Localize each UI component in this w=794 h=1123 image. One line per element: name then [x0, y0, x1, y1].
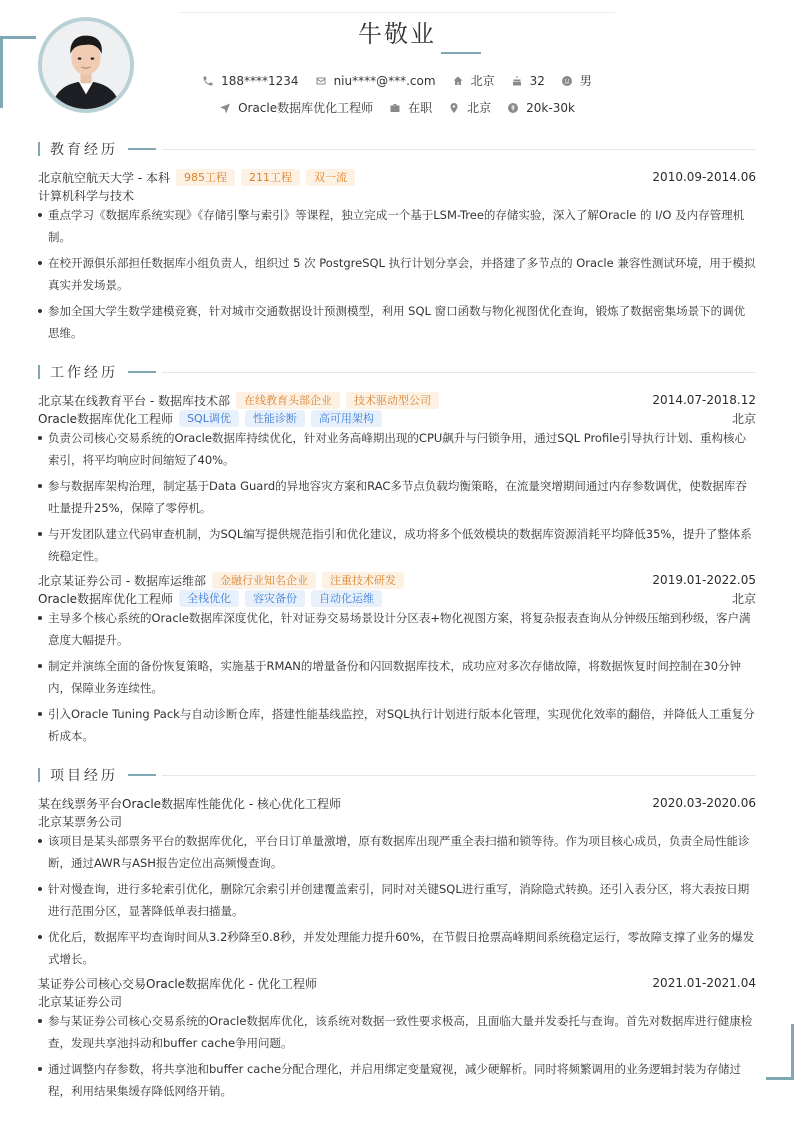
education-bullets	[38, 204, 756, 348]
job-company-line	[38, 391, 756, 409]
list-item: 优化后，数据库平均查询时间从3.2秒降至0.8秒，并发处理能力提升60%，在节假日抢票高峰期间系统稳定运行，零故障支撑了业务的爆发式增长。	[38, 926, 756, 970]
name-underline	[441, 52, 481, 54]
skill-tag: 自动化运维	[311, 590, 382, 607]
expected-city-value: 北京	[467, 101, 492, 115]
list-item: 引入Oracle Tuning Pack与自动诊断仓库，搭建性能基线监控，对SQL执行计划进行版本化管理，实现优化效率的翻倍，并降低人工重复分析成本。	[38, 703, 756, 747]
job-role: Oracle数据库优化工程师	[38, 411, 174, 426]
briefcase-icon	[389, 102, 401, 114]
salary-item	[507, 101, 575, 115]
phone-value: 188****1234	[221, 73, 299, 88]
status-value: 在职	[408, 101, 433, 115]
project-title-line	[38, 794, 756, 812]
city-value: 北京	[470, 74, 495, 88]
location-pin-icon	[448, 102, 460, 114]
section-title: 教育经历	[50, 142, 118, 158]
project-period: 2020.03-2020.06	[652, 796, 756, 810]
job-period: 2014.07-2018.12	[652, 393, 756, 407]
money-icon	[507, 102, 519, 114]
phone-icon	[202, 75, 214, 87]
corner-decoration-bottom-right	[766, 1077, 794, 1080]
skill-tag: 全栈优化	[179, 590, 239, 607]
send-icon	[219, 102, 231, 114]
email-item	[315, 74, 436, 88]
job-period: 2019.01-2022.05	[652, 573, 756, 587]
gender-item	[561, 72, 592, 89]
skill-tag: 性能诊断	[245, 410, 305, 427]
list-item: 通过调整内存参数，将共享池和buffer cache分配合理化，并启用绑定变量窥视，减少硬解析。同时将频繁调用的业务逻辑封装为存储过程，利用结果集缓存降低网络开销。	[38, 1058, 756, 1102]
school-tag: 211工程	[241, 169, 300, 186]
company-tag: 注重技术研发	[322, 572, 404, 589]
education-school-line	[38, 168, 756, 186]
home-icon	[452, 75, 464, 87]
candidate-name: 牛敬业	[358, 20, 436, 48]
projects-section-header	[38, 765, 756, 785]
contact-info-row	[0, 72, 794, 89]
project-name: 某证券公司核心交易Oracle数据库优化 - 优化工程师	[38, 976, 318, 991]
job-location: 北京	[731, 411, 756, 426]
project-bullets	[38, 1010, 756, 1106]
list-item: 参与数据库架构治理，制定基于Data Guard的异地容灾方案和RAC多节点负载均衡策略，在流量突增期间通过内存参数调优，使数据库吞吐量提升25%，保障了零停机。	[38, 475, 756, 519]
job-role: Oracle数据库优化工程师	[38, 591, 174, 606]
job-location: 北京	[731, 591, 756, 606]
project-org-line	[38, 812, 756, 830]
gender-value: 男	[579, 74, 592, 88]
list-item: 参加全国大学生数学建模竞赛，针对城市交通数据设计预测模型，利用 SQL 窗口函数与物化视图优化查询，锻炼了数据密集场景下的调优思维。	[38, 300, 756, 344]
mail-icon	[315, 75, 327, 87]
project-org: 北京某证券公司	[38, 994, 123, 1009]
email-value: niu****@***.com	[333, 73, 436, 88]
major: 计算机科学与技术	[38, 188, 135, 203]
job-company-line	[38, 571, 756, 589]
project-period: 2021.01-2021.04	[652, 976, 756, 990]
status-item	[389, 99, 432, 116]
school-name: 北京航空航天大学 - 本科	[38, 170, 170, 185]
company-tag: 技术驱动型公司	[346, 392, 439, 409]
list-item: 负责公司核心交易系统的Oracle数据库持续优化，针对业务高峰期出现的CPU飙升与闩锁争用，通过SQL Profile引导执行计划、重构核心索引，将平均响应时间缩短了40%。	[38, 427, 756, 471]
company-tag: 在线教育头部企业	[236, 392, 340, 409]
top-divider	[180, 12, 615, 13]
list-item: 参与某证券公司核心交易系统的Oracle数据库优化，该系统对数据一致性要求极高，且面临大量并发委托与查询。首先对数据库进行健康检查，发现共享池抖动和buffer cache争用问题。	[38, 1010, 756, 1054]
job-bullets	[38, 607, 756, 751]
project-bullets	[38, 830, 756, 974]
education-period: 2010.09-2014.06	[652, 170, 756, 184]
section-title: 工作经历	[50, 365, 118, 381]
education-major-line	[38, 186, 756, 204]
job-intent-row	[0, 99, 794, 116]
salary-value: 20k-30k	[526, 100, 575, 115]
phone-item	[202, 74, 298, 88]
list-item: 重点学习《数据库系统实现》《存储引擎与索引》等课程，独立完成一个基于LSM-Tree的存储实验，深入了解Oracle 的 I/O 及内存管理机制。	[38, 204, 756, 248]
job-role-line	[38, 409, 756, 427]
list-item: 与开发团队建立代码审查机制，为SQL编写提供规范指引和优化建议，成功将多个低效模块的数据库资源消耗平均降低35%，提升了整体系统稳定性。	[38, 523, 756, 567]
project-name: 某在线票务平台Oracle数据库性能优化 - 核心优化工程师	[38, 796, 342, 811]
job-target-item	[219, 99, 373, 116]
list-item: 针对慢查询，进行多轮索引优化，删除冗余索引并创建覆盖索引，同时对关键SQL进行重写，消除隐式转换。还引入表分区，将大表按日期进行范围分区，显著降低单表扫描量。	[38, 878, 756, 922]
company-name: 北京某在线教育平台 - 数据库技术部	[38, 393, 230, 408]
job-role-line	[38, 589, 756, 607]
list-item: 制定并演练全面的备份恢复策略，实施基于RMAN的增量备份和闪回数据库技术，成功应对多次存储故障，将数据恢复时间控制在30分钟内，保障业务连续性。	[38, 655, 756, 699]
project-title-line	[38, 974, 756, 992]
list-item: 在校开源俱乐部担任数据库小组负责人，组织过 5 次 PostgreSQL 执行计划分享会，并搭建了多节点的 Oracle 兼容性测试环境，用于模拟真实并发场景。	[38, 252, 756, 296]
project-org-line	[38, 992, 756, 1010]
list-item: 该项目是某头部票务平台的数据库优化，平台日订单量激增，原有数据库出现严重全表扫描和锁等待。作为项目核心成员，负责全局性能诊断，通过AWR与ASH报告定位出高频慢查询。	[38, 830, 756, 874]
company-name: 北京某证券公司 - 数据库运维部	[38, 573, 206, 588]
education-section-header	[38, 139, 756, 159]
age-item	[511, 74, 545, 88]
work-section-header	[38, 362, 756, 382]
list-item: 主导多个核心系统的Oracle数据库深度优化，针对证券交易场景设计分区表+物化视图方案，将复杂报表查询从分钟级压缩到秒级，客户满意度大幅提升。	[38, 607, 756, 651]
job-target-value: Oracle数据库优化工程师	[238, 101, 374, 115]
project-org: 北京某票务公司	[38, 814, 123, 829]
skill-tag: 高可用架构	[311, 410, 382, 427]
job-bullets	[38, 427, 756, 571]
cake-icon	[511, 75, 523, 87]
section-title: 项目经历	[50, 768, 118, 784]
school-tag: 985工程	[176, 169, 235, 186]
age-value: 32	[529, 73, 545, 88]
skill-tag: SQL调优	[179, 410, 239, 427]
school-tag: 双一流	[306, 169, 355, 186]
company-tag: 金融行业知名企业	[212, 572, 316, 589]
expected-city-item	[448, 99, 491, 116]
skill-tag: 容灾备份	[245, 590, 305, 607]
smiley-icon	[561, 75, 573, 87]
city-item	[452, 72, 495, 89]
